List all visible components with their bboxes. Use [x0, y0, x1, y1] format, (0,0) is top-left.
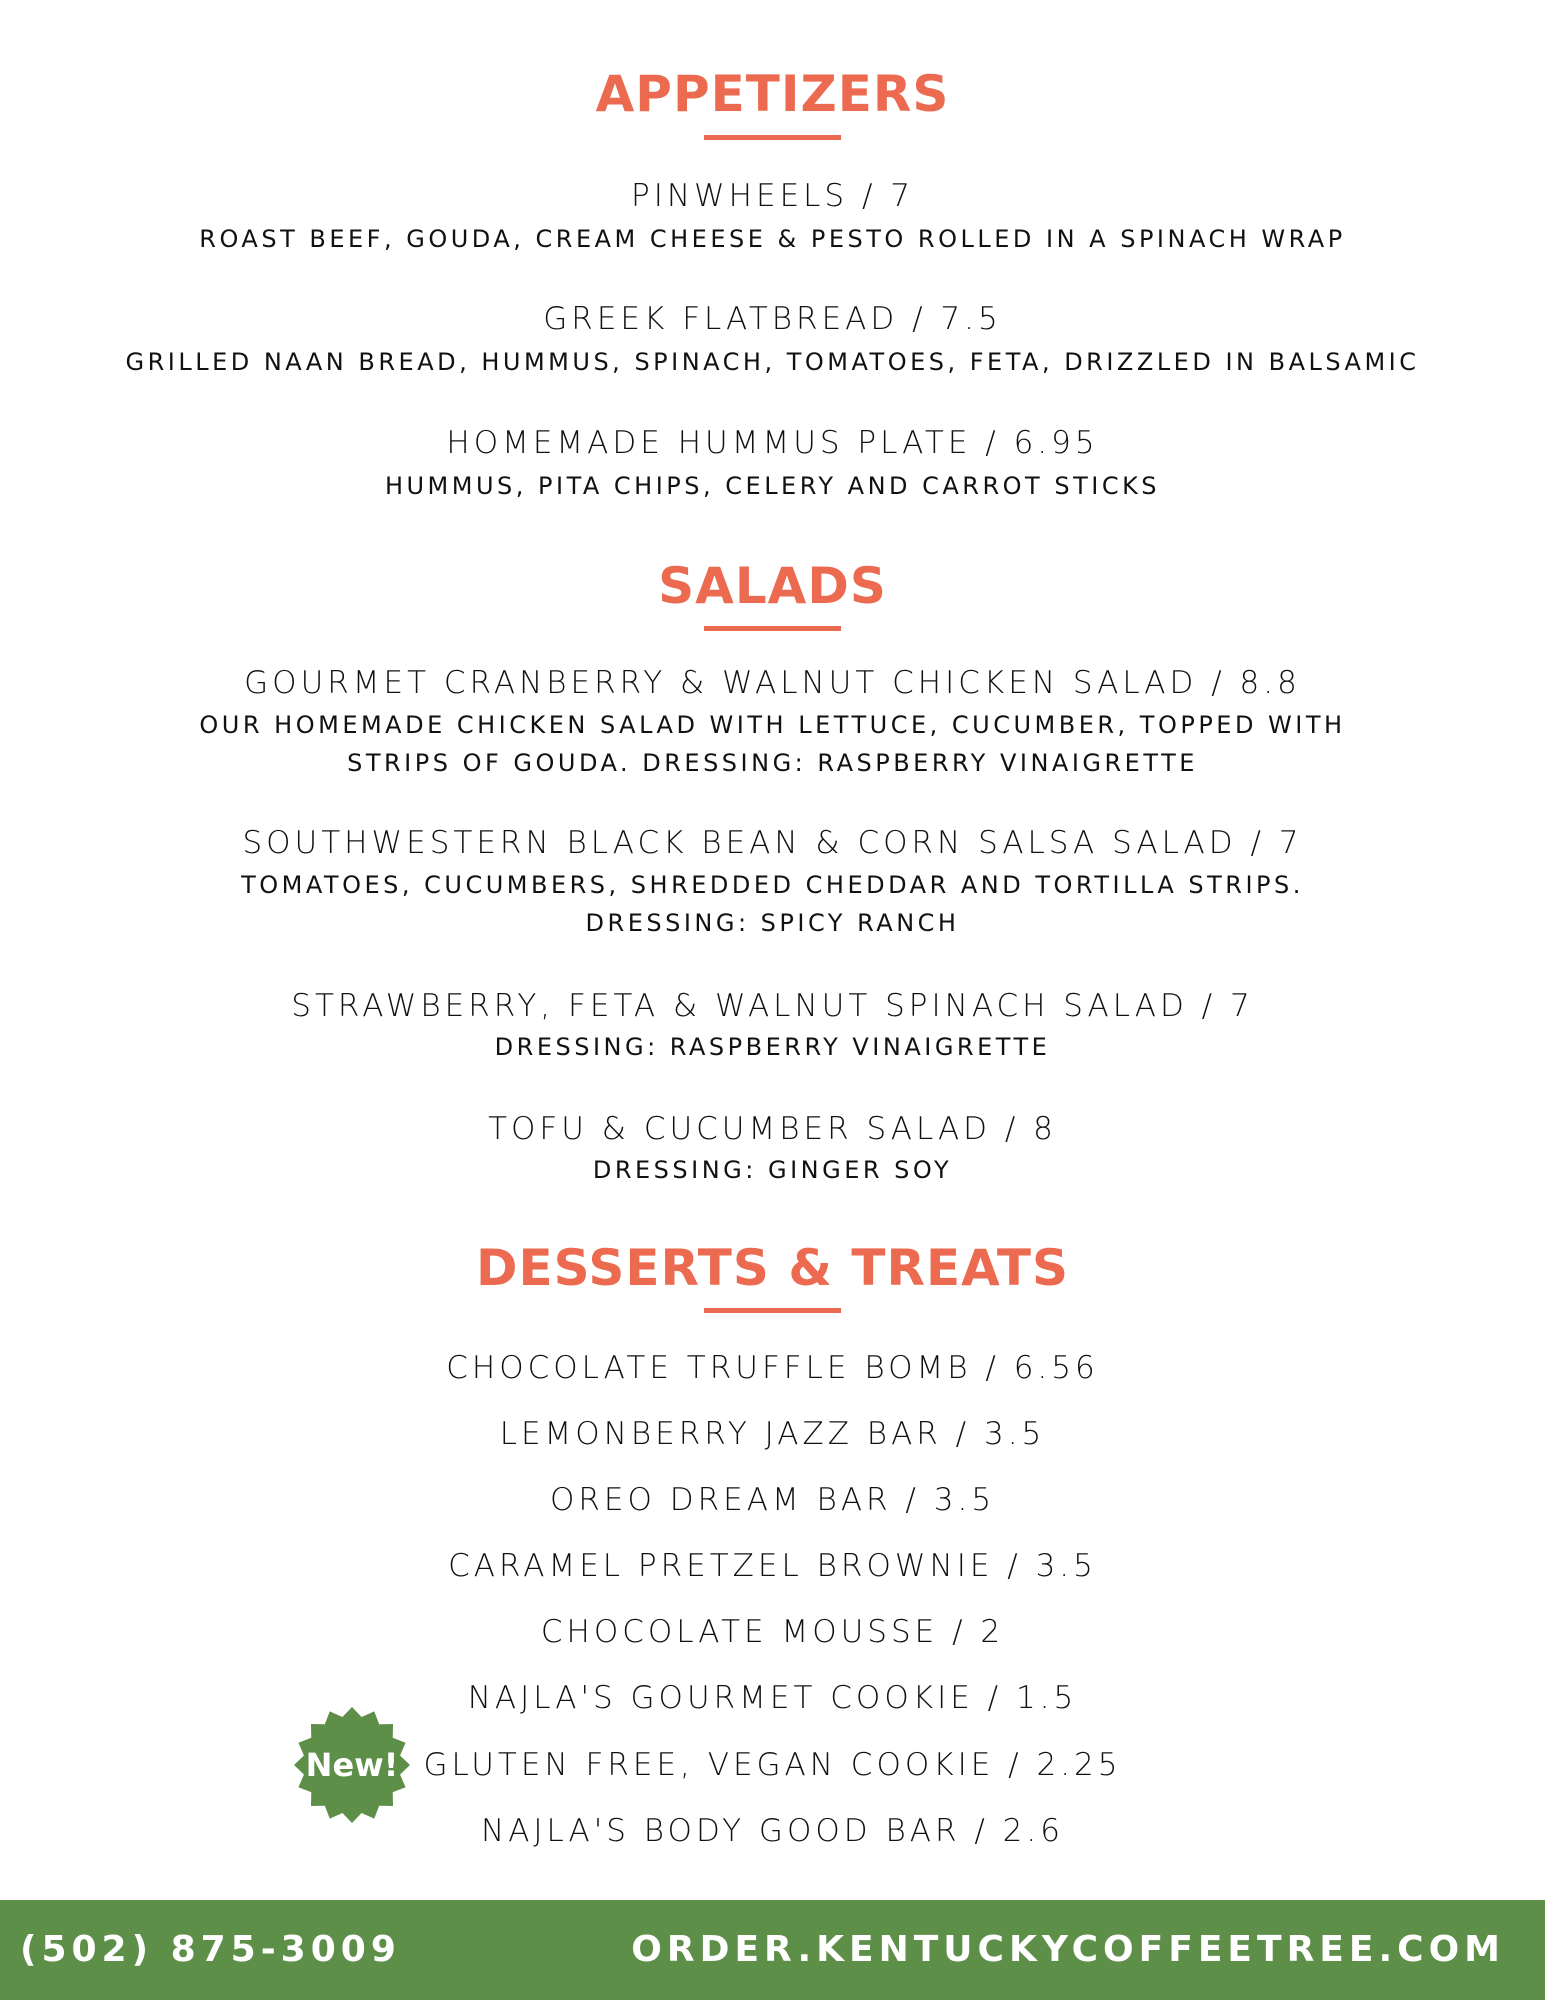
section-title-desserts: DESSERTS & TREATS [475, 1239, 1070, 1297]
section-title-appetizers: APPETIZERS [595, 65, 950, 123]
menu-item-name: CARAMEL PRETZEL BROWNIE / 3.5 [448, 1548, 1097, 1584]
menu-item-description: DRESSING: GINGER SOY [592, 1156, 953, 1184]
menu-item-name: NAJLA'S GOURMET COOKIE / 1.5 [467, 1680, 1078, 1716]
menu-item-name: SOUTHWESTERN BLACK BEAN & CORN SALSA SALAD / 7 [242, 825, 1303, 861]
menu-item-name: TOFU & CUCUMBER SALAD / 8 [488, 1111, 1057, 1147]
menu-item-description: DRESSING: RASPBERRY VINAIGRETTE [494, 1033, 1051, 1061]
menu-item-name: HOMEMADE HUMMUS PLATE / 6.95 [446, 425, 1099, 461]
menu-item-name: OREO DREAM BAR / 3.5 [549, 1482, 996, 1518]
new-badge-label: New! [305, 1746, 399, 1784]
new-badge [293, 1706, 411, 1824]
menu-item-name: GREEK FLATBREAD / 7.5 [543, 301, 1002, 337]
menu-item-description: OUR HOMEMADE CHICKEN SALAD WITH LETTUCE, CUCUMBER, TOPPED WITH [199, 711, 1346, 739]
section-title-salads: SALADS [658, 557, 887, 615]
section-divider-appetizers [704, 135, 841, 140]
menu-item-description: ROAST BEEF, GOUDA, CREAM CHEESE & PESTO ROLLED IN A SPINACH WRAP [199, 225, 1346, 253]
menu-item-name: CHOCOLATE TRUFFLE BOMB / 6.56 [446, 1350, 1099, 1386]
menu-item-name: GLUTEN FREE, VEGAN COOKIE / 2.25 [423, 1747, 1122, 1783]
menu-item-name: NAJLA'S BODY GOOD BAR / 2.6 [481, 1813, 1064, 1849]
menu-item-description: GRILLED NAAN BREAD, HUMMUS, SPINACH, TOMATOES, FETA, DRIZZLED IN BALSAMIC [125, 348, 1420, 376]
section-divider-salads [704, 626, 841, 631]
menu-item-description: TOMATOES, CUCUMBERS, SHREDDED CHEDDAR AND TORTILLA STRIPS. [241, 871, 1304, 899]
menu-item-name: CHOCOLATE MOUSSE / 2 [540, 1614, 1005, 1650]
menu-item-description: STRIPS OF GOUDA. DRESSING: RASPBERRY VINAIGRETTE [347, 749, 1198, 777]
section-divider-desserts [704, 1308, 841, 1313]
menu-item-name: STRAWBERRY, FETA & WALNUT SPINACH SALAD / 7 [291, 988, 1254, 1024]
footer-bar [0, 1900, 1545, 2000]
menu-item-name: LEMONBERRY JAZZ BAR / 3.5 [499, 1416, 1046, 1452]
menu-item-name: GOURMET CRANBERRY & WALNUT CHICKEN SALAD / 8.8 [244, 665, 1301, 701]
order-website-link[interactable]: ORDER.KENTUCKYCOFFEETREE.COM [631, 1929, 1505, 1970]
menu-item-name: PINWHEELS / 7 [631, 178, 914, 214]
phone-number[interactable]: (502) 875-3009 [20, 1929, 401, 1970]
menu-item-description: HUMMUS, PITA CHIPS, CELERY AND CARROT STICKS [384, 472, 1161, 500]
menu-item-description: DRESSING: SPICY RANCH [585, 909, 960, 937]
